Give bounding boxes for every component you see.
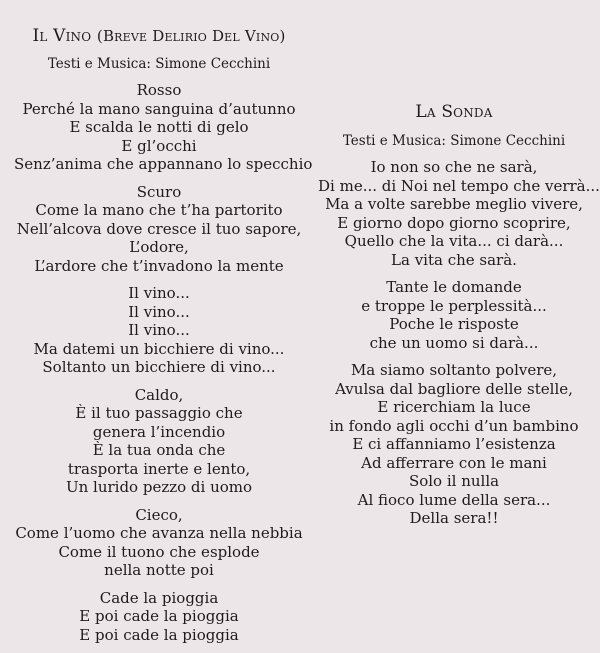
lyric-line: genera l’incendio [92,422,226,441]
lyric-line: Soltanto un bicchiere di vino... [42,358,276,376]
lyric-line: E ricerchiam la luce [377,398,531,416]
lyric-line: Senz’anima che appannano lo specchio [14,155,313,173]
lyric-line: Io non so che ne sarà, [370,158,538,176]
lyric-line: Quello che la vita... ci darà... [344,232,564,250]
song-title [14,26,304,46]
lyric-line: Scuro [136,182,182,201]
song-credits: Testi e Musica: Simone Cecchini [342,133,566,149]
lyric-line: trasporta inerte e lento, [67,459,251,478]
lyric-line: E gl’occhi [121,136,197,155]
song-title-subtitle: (Breve Delirio Del Vino) [96,27,286,45]
lyrics [14,81,313,644]
lyric-line: Un lurido pezzo di uomo [65,478,253,496]
lyric-line: E poi cade la pioggia [79,607,239,625]
lyric-line: L’ardore che t’invadono la mente [34,256,284,275]
lyric-line: Ma a volte sarebbe meglio vivere, [325,195,583,213]
lyric-line: Ma datemi un bicchiere di vino... [33,339,285,358]
stanza [14,183,304,276]
lyric-line: Solo il nulla [408,472,500,490]
lyric-line: Nell’alcova dove cresce il tuo sapore, [16,219,302,238]
lyric-line: Della sera!! [409,509,499,527]
lyric-line: e troppe le perplessità... [361,296,547,315]
lyric-line: Rosso [136,81,182,99]
song-la-sonda [318,102,600,537]
lyric-line: Cieco, [135,505,183,524]
song-title-main: La Sonda [415,102,493,122]
lyric-line: in fondo agli occhi d’un bambino [329,416,579,435]
lyric-line: Caldo, [134,385,184,404]
lyric-line: Cade la pioggia [99,588,219,607]
lyric-line: L’odore, [129,238,189,256]
lyric-line: E poi cade la pioggia [79,625,239,644]
song-il-vino [14,26,313,653]
lyric-line: Il vino... [128,302,190,321]
lyric-line: È il tuo passaggio che [75,404,243,422]
lyric-line: Come il tuono che esplode [58,542,260,561]
song-credits: Testi e Musica: Simone Cecchini [47,56,271,72]
stanza [318,361,590,528]
lyric-line: E giorno dopo giorno scoprire, [337,213,571,232]
lyric-line: È la tua onda che [92,441,226,459]
lyric-line: E ci affanniamo l’esistenza [352,435,556,453]
lyric-line: Avulsa dal bagliore delle stelle, [335,379,573,398]
stanza [14,506,304,580]
lyric-line: che un uomo si darà... [369,333,539,352]
song-title-main: Il Vino [32,26,92,46]
lyric-line: Poche le risposte [389,315,519,333]
lyric-line: Ma siamo soltanto polvere, [350,361,558,379]
lyric-line: nella notte poi [104,561,214,579]
stanza [318,158,600,269]
stanza [318,278,590,352]
lyric-line: Come l’uomo che avanza nella nebbia [15,524,303,542]
stanza [14,386,304,497]
lyrics [318,158,600,528]
lyric-line: Di me... di Noi nel tempo che verrà... [318,176,600,195]
lyric-line: Tante le domande [386,278,522,296]
stanza [14,81,313,174]
lyric-line: Ad afferrare con le mani [361,453,547,472]
lyric-line: Il vino... [128,284,190,302]
lyric-line: Il vino... [128,321,190,339]
lyric-line: E scalda le notti di gelo [69,118,249,136]
song-title [318,102,590,122]
stanza [14,589,304,645]
lyric-line: Al fioco lume della sera... [357,490,551,509]
lyric-line: Perché la mano sanguina d’autunno [22,99,296,118]
stanza [14,284,304,377]
lyric-line: Come la mano che t’ha partorito [35,201,283,219]
lyric-line: La vita che sarà. [391,250,517,269]
